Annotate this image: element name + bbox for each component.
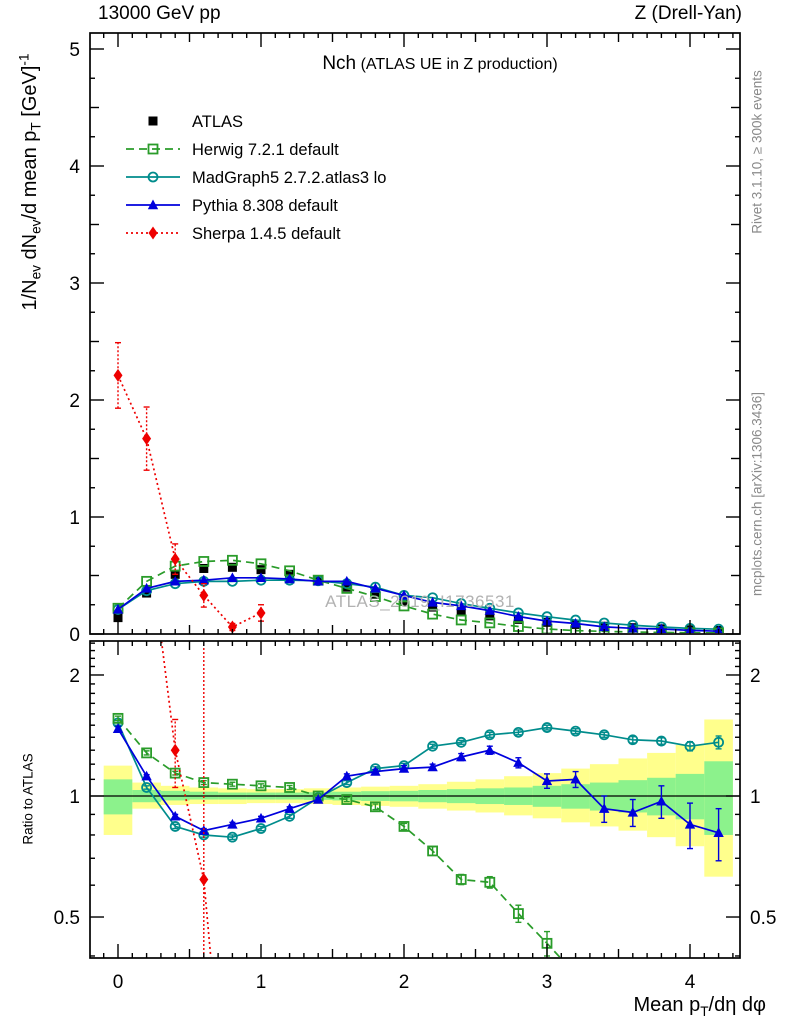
series-sherpa-ratio	[114, 308, 266, 1024]
plot-title	[180, 53, 700, 75]
svg-text:ATLAS: ATLAS	[192, 113, 244, 131]
svg-text:2: 2	[750, 665, 761, 687]
svg-text:3: 3	[541, 972, 553, 993]
svg-text:3: 3	[69, 274, 80, 295]
legend-item-herwig	[126, 141, 339, 159]
svg-text:1: 1	[69, 787, 80, 808]
legend-item-madgraph5	[126, 169, 386, 187]
plot-title-analysis: (ATLAS UE in Z production)	[360, 56, 558, 73]
svg-text:5: 5	[69, 40, 80, 61]
legend	[126, 113, 386, 243]
main-y-axis-label: $1/N_{ev}$ $dN_{ev}/d$ mean $p_T$ [GeV]$^{-1}$	[16, 53, 44, 311]
green-band-bin	[104, 779, 133, 814]
legend-item-pythia	[126, 197, 338, 215]
svg-text:2: 2	[69, 665, 80, 687]
svg-text:4: 4	[684, 972, 696, 993]
svg-text:1: 1	[255, 972, 267, 993]
svg-text:Pythia 8.308 default: Pythia 8.308 default	[192, 197, 338, 215]
svg-text:2: 2	[69, 391, 80, 412]
beam-energy-label: 13000 GeV pp	[98, 3, 221, 24]
rivet-version-note: Rivet 3.1.10, ≥ 300k events	[749, 70, 765, 234]
analysis-watermark: ATLAS_2019_I1736531	[325, 592, 515, 611]
svg-text:1: 1	[69, 508, 80, 529]
svg-text:0.5: 0.5	[750, 908, 777, 930]
svg-text:MadGraph5 2.7.2.atlas3 lo: MadGraph5 2.7.2.atlas3 lo	[192, 169, 387, 187]
series-herwig-ratio	[114, 714, 581, 990]
svg-text:2: 2	[398, 972, 410, 993]
series-sherpa-main	[114, 343, 266, 634]
svg-text:0: 0	[112, 972, 124, 993]
svg-text:0: 0	[69, 625, 80, 646]
svg-text:0.5: 0.5	[53, 908, 80, 930]
process-label: Z (Drell-Yan)	[634, 3, 742, 24]
svg-text:4: 4	[69, 157, 80, 178]
legend-item-sherpa	[126, 225, 341, 243]
plot-title-observable: Nch	[322, 53, 357, 74]
tick-labels	[54, 40, 777, 993]
x-axis-label: Mean $p_T/d\eta$ dφ	[633, 994, 766, 1019]
svg-text:Sherpa 1.4.5 default: Sherpa 1.4.5 default	[192, 225, 341, 243]
mcplots-arxiv-note: mcplots.cern.ch [arXiv:1306.3436]	[749, 391, 765, 597]
ratio-y-axis-label: Ratio to ATLAS	[20, 753, 36, 845]
svg-text:1: 1	[750, 787, 761, 808]
svg-text:Herwig 7.2.1 default: Herwig 7.2.1 default	[192, 141, 339, 159]
legend-item-atlas	[149, 113, 244, 131]
